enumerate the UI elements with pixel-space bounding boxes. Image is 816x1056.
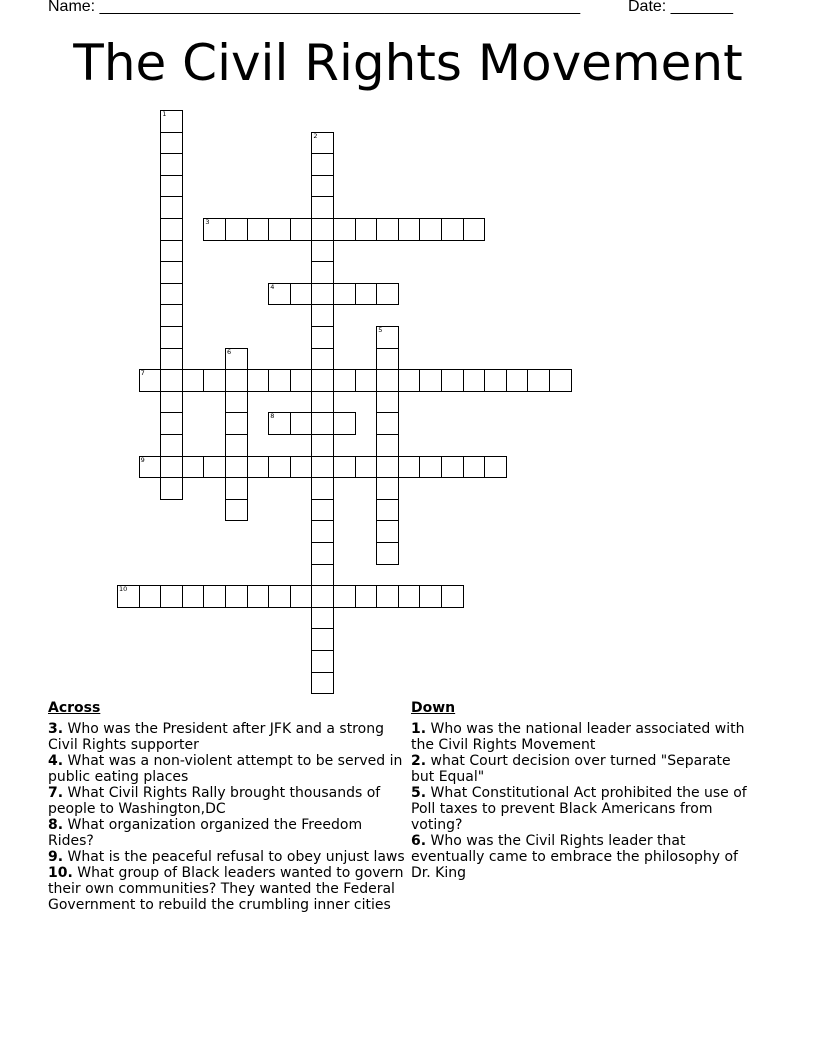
- clue-text: What group of Black leaders wanted to govern their own communities? They wanted the Federal Government to rebuild the crumbling inner cities: [48, 865, 404, 913]
- grid-cell[interactable]: [398, 369, 421, 392]
- clue-number-label: 8: [270, 412, 275, 421]
- grid-cell[interactable]: [311, 477, 334, 500]
- grid-cell[interactable]: [376, 326, 399, 349]
- grid-cell[interactable]: [160, 326, 183, 349]
- grid-cell[interactable]: [311, 369, 334, 392]
- grid-cell[interactable]: [463, 369, 486, 392]
- grid-cell[interactable]: [160, 477, 183, 500]
- clue-number: 9.: [48, 849, 64, 865]
- clue-number-label: 6: [227, 347, 232, 356]
- clue-item: [411, 785, 757, 833]
- grid-cell[interactable]: [225, 477, 248, 500]
- grid-cell[interactable]: [376, 348, 399, 371]
- grid-cell[interactable]: [333, 369, 356, 392]
- name-field[interactable]: Name: ______________________________________________________: [48, 0, 581, 15]
- grid-cell[interactable]: [311, 240, 334, 263]
- clue-number-label: 9: [140, 455, 145, 464]
- grid-cell[interactable]: [311, 153, 334, 176]
- grid-cell[interactable]: [311, 564, 334, 587]
- grid-cell[interactable]: [160, 153, 183, 176]
- grid-cell[interactable]: [203, 585, 226, 608]
- grid-cell[interactable]: [225, 412, 248, 435]
- grid-cell[interactable]: [268, 218, 291, 241]
- grid-cell[interactable]: [290, 456, 313, 479]
- grid-cell[interactable]: [160, 412, 183, 435]
- grid-cell[interactable]: [160, 175, 183, 198]
- clue-number-label: 3: [205, 218, 210, 226]
- clue-number: 1.: [411, 721, 427, 737]
- grid-cell[interactable]: [203, 456, 226, 479]
- grid-cell[interactable]: [419, 369, 442, 392]
- grid-cell[interactable]: [182, 456, 205, 479]
- grid-cell[interactable]: [441, 218, 464, 241]
- grid-cell[interactable]: [311, 348, 334, 371]
- grid-cell[interactable]: [311, 261, 334, 284]
- grid-cell[interactable]: [549, 369, 572, 392]
- clue-number: 10.: [48, 865, 73, 881]
- grid-cell[interactable]: [247, 585, 270, 608]
- clue-item: [48, 785, 406, 817]
- grid-cell[interactable]: [160, 283, 183, 306]
- grid-cell[interactable]: [290, 412, 313, 435]
- clue-text: What organization organized the Freedom Rides?: [48, 817, 363, 849]
- grid-cell[interactable]: [182, 585, 205, 608]
- grid-cell[interactable]: [333, 456, 356, 479]
- grid-cell[interactable]: [268, 369, 291, 392]
- grid-cell[interactable]: [376, 283, 399, 306]
- grid-cell[interactable]: [355, 218, 378, 241]
- grid-cell[interactable]: [160, 240, 183, 263]
- clue-number-label: 10: [119, 585, 128, 594]
- grid-cell[interactable]: [376, 218, 399, 241]
- clue-text: What is the peaceful refusal to obey unjust laws: [67, 849, 405, 865]
- grid-cell[interactable]: [441, 369, 464, 392]
- clue-number: 6.: [411, 833, 427, 849]
- grid-cell[interactable]: [311, 412, 334, 435]
- grid-cell[interactable]: [398, 218, 421, 241]
- clue-item: [48, 817, 406, 849]
- grid-cell[interactable]: [355, 456, 378, 479]
- grid-cell[interactable]: [268, 585, 291, 608]
- grid-cell[interactable]: [160, 391, 183, 414]
- clue-item: [48, 865, 406, 913]
- grid-cell[interactable]: [355, 369, 378, 392]
- grid-cell[interactable]: [311, 196, 334, 219]
- clue-number-label: 5: [378, 326, 383, 334]
- grid-cell[interactable]: [268, 412, 291, 435]
- grid-cell[interactable]: [398, 585, 421, 608]
- grid-cell[interactable]: [463, 218, 486, 241]
- clue-number: 4.: [48, 753, 64, 769]
- grid-cell[interactable]: [247, 369, 270, 392]
- grid-cell[interactable]: [311, 175, 334, 198]
- grid-cell[interactable]: [441, 585, 464, 608]
- grid-cell[interactable]: [160, 196, 183, 219]
- header-line: [48, 0, 768, 20]
- grid-cell[interactable]: [160, 585, 183, 608]
- grid-cell[interactable]: [311, 456, 334, 479]
- clue-number-label: 4: [270, 282, 275, 291]
- clue-number: 2.: [411, 753, 427, 769]
- clue-number-label: 7: [140, 369, 145, 378]
- grid-cell[interactable]: [160, 110, 183, 133]
- grid-cell[interactable]: [311, 132, 334, 155]
- grid-cell[interactable]: [419, 218, 442, 241]
- grid-cell[interactable]: [290, 585, 313, 608]
- grid-cell[interactable]: [225, 218, 248, 241]
- grid-cell[interactable]: [333, 283, 356, 306]
- clue-text: What Civil Rights Rally brought thousands of people to Washington,DC: [48, 785, 381, 817]
- grid-cell[interactable]: [333, 218, 356, 241]
- grid-cell[interactable]: [311, 520, 334, 543]
- across-heading: Across: [48, 700, 101, 716]
- grid-cell[interactable]: [311, 542, 334, 565]
- grid-cell[interactable]: [419, 456, 442, 479]
- grid-cell[interactable]: [160, 369, 183, 392]
- grid-cell[interactable]: [247, 456, 270, 479]
- grid-cell[interactable]: [311, 499, 334, 522]
- grid-cell[interactable]: [225, 499, 248, 522]
- grid-cell[interactable]: [225, 456, 248, 479]
- down-heading: Down: [411, 700, 456, 716]
- grid-cell[interactable]: [311, 326, 334, 349]
- clue-item: [411, 753, 757, 785]
- grid-cell[interactable]: [268, 456, 291, 479]
- grid-cell[interactable]: [139, 456, 162, 479]
- clue-text: What Constitutional Act prohibited the use of Poll taxes to prevent Black Americans from voting?: [411, 785, 747, 833]
- grid-cell[interactable]: [355, 585, 378, 608]
- grid-cell[interactable]: [463, 456, 486, 479]
- grid-cell[interactable]: [290, 369, 313, 392]
- grid-cell[interactable]: [376, 477, 399, 500]
- grid-cell[interactable]: [139, 585, 162, 608]
- clue-number: 7.: [48, 785, 64, 801]
- grid-cell[interactable]: [311, 283, 334, 306]
- grid-cell[interactable]: [160, 261, 183, 284]
- clue-number: 8.: [48, 817, 64, 833]
- clue-item: [411, 721, 757, 753]
- grid-cell[interactable]: [484, 369, 507, 392]
- grid-cell[interactable]: [182, 369, 205, 392]
- grid-cell[interactable]: [311, 650, 334, 673]
- grid-cell[interactable]: [527, 369, 550, 392]
- grid-cell[interactable]: [333, 585, 356, 608]
- grid-cell[interactable]: [311, 218, 334, 241]
- grid-cell[interactable]: [160, 132, 183, 155]
- grid-cell[interactable]: [441, 456, 464, 479]
- clue-item: [48, 721, 406, 753]
- grid-cell[interactable]: [311, 628, 334, 651]
- clue-text: Who was the Civil Rights leader that eventually came to embrace the philosophy of Dr. King: [411, 833, 738, 881]
- grid-cell[interactable]: [160, 218, 183, 241]
- grid-cell[interactable]: [225, 348, 248, 371]
- grid-cell[interactable]: [376, 412, 399, 435]
- grid-cell[interactable]: [376, 542, 399, 565]
- grid-cell[interactable]: [311, 304, 334, 327]
- across-clue-list: [48, 721, 406, 913]
- across-clues: [48, 700, 406, 913]
- grid-cell[interactable]: [376, 391, 399, 414]
- clue-text: Who was the President after JFK and a strong Civil Rights supporter: [48, 721, 384, 753]
- clue-text: What was a non-violent attempt to be served in public eating places: [48, 753, 403, 785]
- grid-cell[interactable]: [139, 369, 162, 392]
- grid-cell[interactable]: [311, 672, 334, 695]
- grid-cell[interactable]: [225, 391, 248, 414]
- grid-cell[interactable]: [290, 283, 313, 306]
- clue-text: Who was the national leader associated with the Civil Rights Movement: [411, 721, 745, 753]
- grid-cell[interactable]: [398, 456, 421, 479]
- grid-cell[interactable]: [419, 585, 442, 608]
- clue-number: 5.: [411, 785, 427, 801]
- grid-cell[interactable]: [484, 456, 507, 479]
- grid-cell[interactable]: [376, 499, 399, 522]
- down-clue-list: [411, 721, 757, 881]
- grid-cell[interactable]: [355, 283, 378, 306]
- grid-cell[interactable]: [117, 585, 140, 608]
- grid-cell[interactable]: [225, 585, 248, 608]
- grid-cell[interactable]: [311, 434, 334, 457]
- page-title: The Civil Rights Movement: [73, 34, 743, 92]
- grid-cell[interactable]: [376, 520, 399, 543]
- grid-cell[interactable]: [376, 369, 399, 392]
- grid-cell[interactable]: [311, 607, 334, 630]
- clue-text: what Court decision over turned "Separate but Equal": [411, 753, 731, 785]
- grid-cell[interactable]: [203, 218, 226, 241]
- grid-cell[interactable]: [333, 412, 356, 435]
- grid-cell[interactable]: [160, 434, 183, 457]
- clue-number-label: 2: [313, 131, 318, 140]
- grid-cell[interactable]: [203, 369, 226, 392]
- clue-item: [411, 833, 757, 881]
- clue-item: [48, 849, 406, 865]
- grid-cell[interactable]: [290, 218, 313, 241]
- grid-cell[interactable]: [268, 283, 291, 306]
- clue-item: [48, 753, 406, 785]
- grid-cell[interactable]: [160, 456, 183, 479]
- grid-cell[interactable]: [160, 348, 183, 371]
- clue-number-label: 1: [162, 110, 167, 118]
- grid-cell[interactable]: [160, 304, 183, 327]
- grid-cell[interactable]: [311, 585, 334, 608]
- date-field[interactable]: Date: _______: [628, 0, 733, 15]
- down-clues: [411, 700, 757, 881]
- grid-cell[interactable]: [225, 369, 248, 392]
- grid-cell[interactable]: [376, 434, 399, 457]
- clue-number: 3.: [48, 721, 64, 737]
- grid-cell[interactable]: [506, 369, 529, 392]
- grid-cell[interactable]: [225, 434, 248, 457]
- grid-cell[interactable]: [247, 218, 270, 241]
- grid-cell[interactable]: [311, 391, 334, 414]
- grid-cell[interactable]: [376, 585, 399, 608]
- grid-cell[interactable]: [376, 456, 399, 479]
